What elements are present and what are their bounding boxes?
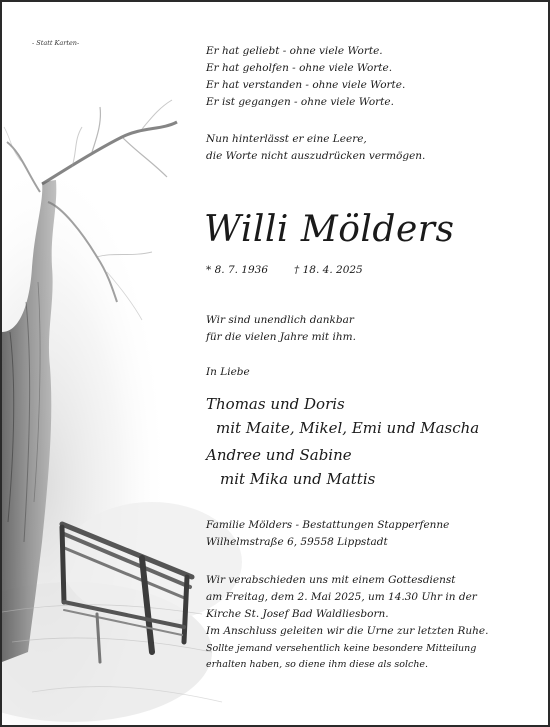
poem-line: Er hat geholfen - ohne viele Worte. xyxy=(206,62,393,74)
note-line: erhalten haben, so diene ihm diese als solche. xyxy=(206,659,429,670)
statt-karten-note: - Statt Karten- xyxy=(32,39,80,47)
dankbar-text xyxy=(206,312,356,346)
poem-line: Er ist gegangen - ohne viele Worte. xyxy=(206,96,394,108)
poem-line: Er hat verstanden - ohne viele Worte. xyxy=(206,79,406,91)
leere-line: Nun hinterlässt er eine Leere, xyxy=(206,133,367,145)
family-sub: mit Mika und Mattis xyxy=(220,470,376,488)
family-sub: mit Maite, Mikel, Emi und Mascha xyxy=(216,419,480,437)
funeral-home xyxy=(206,517,449,551)
family-main: Andree und Sabine xyxy=(206,446,352,464)
family-main: Thomas und Doris xyxy=(206,395,345,413)
dankbar-line: für die vielen Jahre mit ihm. xyxy=(206,331,356,343)
poem xyxy=(206,43,405,111)
service-info xyxy=(206,572,488,640)
funeral-home-line: Wilhelmstraße 6, 59558 Lippstadt xyxy=(206,536,388,548)
service-line: am Freitag, dem 2. Mai 2025, um 14.30 Uhr in der xyxy=(206,591,477,603)
poem-line: Er hat geliebt - ohne viele Worte. xyxy=(206,45,383,57)
closing-note xyxy=(206,641,476,673)
funeral-home-line: Familie Mölders - Bestattungen Stapperfenne xyxy=(206,519,450,531)
deceased-name: Willi Mölders xyxy=(204,209,455,250)
family-list xyxy=(206,392,479,491)
note-line: Sollte jemand versehentlich keine besondere Mitteilung xyxy=(206,643,477,654)
life-dates xyxy=(206,262,363,279)
service-line: Kirche St. Josef Bad Waldliesborn. xyxy=(206,608,389,620)
service-line: Wir verabschieden uns mit einem Gottesdienst xyxy=(206,574,456,586)
death-date: † 18. 4. 2025 xyxy=(294,264,363,276)
in-liebe: In Liebe xyxy=(206,366,250,378)
service-line: Im Anschluss geleiten wir die Urne zur letzten Ruhe. xyxy=(206,625,489,637)
leere-text xyxy=(206,131,425,165)
birth-date: * 8. 7. 1936 xyxy=(206,264,269,276)
dankbar-line: Wir sind unendlich dankbar xyxy=(206,314,354,326)
leere-line: die Worte nicht auszudrücken vermögen. xyxy=(206,150,426,162)
